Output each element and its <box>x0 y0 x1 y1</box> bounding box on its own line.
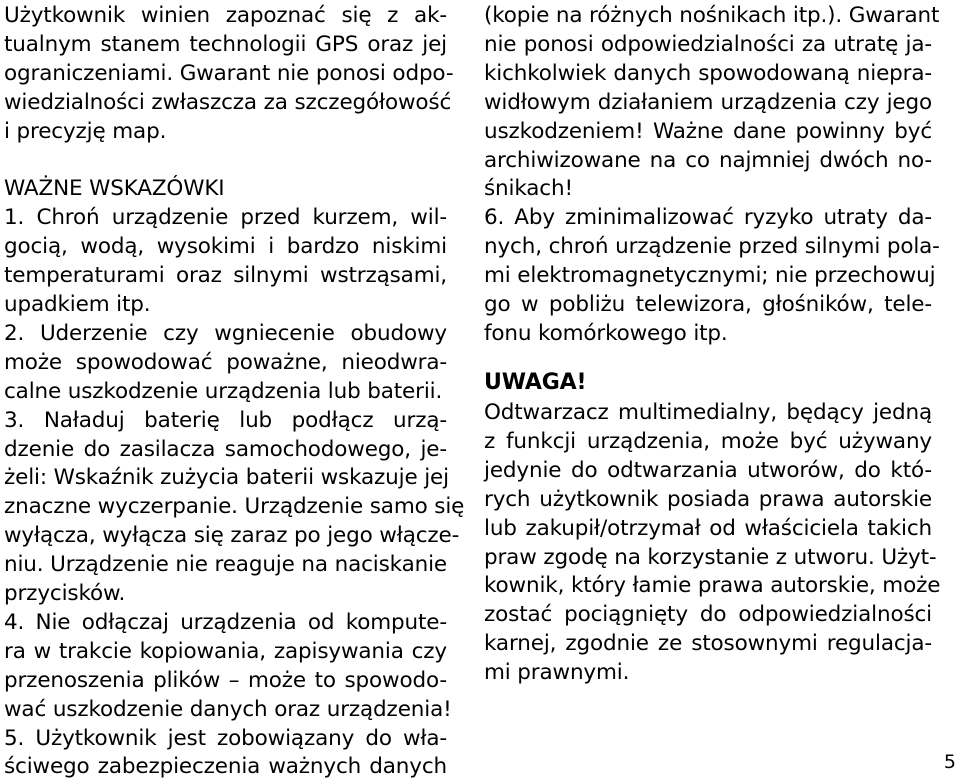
text-line: zostać pociągnięty do odpowiedzialności <box>484 602 932 628</box>
text-line: żeli: Wskaźnik zużycia baterii wskazuje jej <box>4 465 449 491</box>
section-heading: UWAGA! <box>484 370 587 395</box>
text-line: (kopie na różnych nośnikach itp.). Gwarant <box>484 3 940 28</box>
text-line: wać uszkodzenie danych oraz urządzenia! <box>4 696 452 722</box>
text-line: znaczne wyczerpanie. Urządzenie samo się <box>4 494 465 520</box>
text-line: tualnym stanem technologii GPS oraz jej <box>4 31 447 57</box>
text-line: Użytkownik winien zapoznać się z ak- <box>4 3 447 28</box>
text-line: karnej, zgodnie ze stosownymi regulacja- <box>484 631 932 657</box>
text-line <box>4 146 447 175</box>
text-line: dzenie do zasilacza samochodowego, je- <box>4 436 447 462</box>
text-line: 3. Naładuj baterię lub podłącz urzą- <box>4 407 447 433</box>
text-line: 5. Użytkownik jest zobowiązany do wła- <box>4 725 447 751</box>
text-line: jedynie do odtwarzania utworów, do któ- <box>484 457 932 483</box>
text-line: kichkolwiek danych spowodowaną niepra- <box>484 60 932 86</box>
text-line: praw zgodę na korzystanie z utworu. Użyt- <box>484 544 937 570</box>
text-line: upadkiem itp. <box>4 292 151 317</box>
text-line: 2. Uderzenie czy wgniecenie obudowy <box>4 320 447 346</box>
text-line: wiedzialności zwłaszcza za szczegółowość <box>4 89 452 115</box>
text-line: kownik, który łamie prawa autorskie, może <box>484 573 941 599</box>
text-line: przycisków. <box>4 581 126 606</box>
text-line: temperaturami oraz silnymi wstrząsami, <box>4 263 447 289</box>
text-line: lub zakupił/otrzymał od właściciela takich <box>484 515 932 541</box>
text-line: ściwego zabezpieczenia ważnych danych <box>4 754 447 780</box>
text-line: gocią, wodą, wysokimi i bardzo niskimi <box>4 234 447 260</box>
text-line: 1. Chroń urządzenie przed kurzem, wil- <box>4 205 447 231</box>
text-line: widłowym działaniem urządzenia czy jego <box>484 89 932 115</box>
text-line: z funkcji urządzenia, może być używany <box>484 428 932 454</box>
text-line: WAŻNE WSKAZÓWKI <box>4 176 225 202</box>
text-line: i precyzję map. <box>4 118 167 144</box>
text-line: mi prawnymi. <box>484 660 630 686</box>
text-line: mi elektromagnetycznymi; nie przechowuj <box>484 263 936 289</box>
text-line: ograniczeniami. Gwarant nie ponosi odpo- <box>4 60 454 86</box>
text-line: rych użytkownik posiada prawa autorskie <box>484 486 932 512</box>
text-line: uszkodzeniem! Ważne dane powinny być <box>484 118 932 144</box>
text-line: calne uszkodzenie urządzenia lub baterii. <box>4 378 443 404</box>
text-line: archiwizowane na co najmniej dwóch no- <box>484 147 932 173</box>
text-line: Odtwarzacz multimedialny, będący jedną <box>484 400 932 425</box>
text-line: nie ponosi odpowiedzialności za utratę ja- <box>484 31 932 57</box>
text-line: 4. Nie odłączaj urządzenia od kompute- <box>4 609 447 635</box>
page-number: 5 <box>943 751 956 773</box>
text-line: nych, chroń urządzenie przed silnymi pola- <box>484 234 940 260</box>
text-line: go w pobliżu telewizora, głośników, tele- <box>484 292 932 317</box>
text-line: przenoszenia plików – może to spowodo- <box>4 667 447 693</box>
text-line: niu. Urządzenie nie reaguje na naciskanie <box>4 552 447 578</box>
text-line: 6. Aby zminimalizować ryzyko utraty da- <box>484 205 932 231</box>
text-line: śnikach! <box>484 176 573 202</box>
text-line: może spowodować poważne, nieodwra- <box>4 349 447 375</box>
text-line: fonu komórkowego itp. <box>484 320 728 346</box>
text-line: wyłącza, wyłącza się zaraz po jego włącze- <box>4 523 460 549</box>
text-line: ra w trakcie kopiowania, zapisywania czy <box>4 638 447 664</box>
